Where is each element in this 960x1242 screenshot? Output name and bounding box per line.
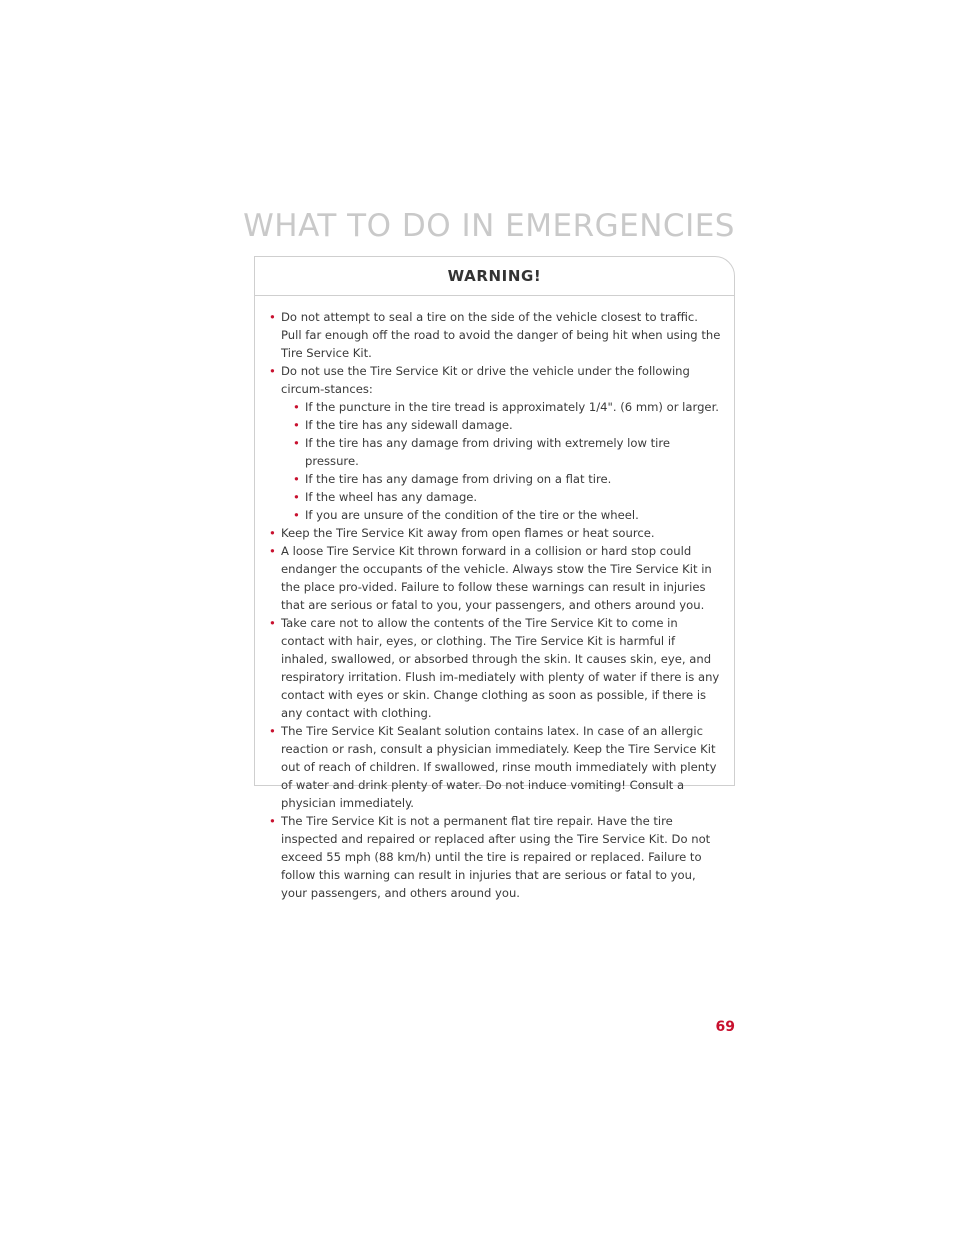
warning-sub-item xyxy=(293,434,722,470)
warning-sub-list xyxy=(281,398,722,524)
warning-header xyxy=(255,257,734,296)
warning-item-text: The Tire Service Kit Sealant solution contains latex. In case of an allergic reaction or rash, consult a physician immediately. Keep the Tire Service Kit out of reach of children. If swallowed, rinse mouth immediately with plenty of water and drink plenty of water. Do not induce vomiting! Consult a physician immediately. xyxy=(281,724,717,810)
warning-item-text: The Tire Service Kit is not a permanent flat tire repair. Have the tire inspected and repaired or replaced after using the Tire Service Kit. Do not exceed 55 mph (88 km/h) until the tire is repaired or replaced. Failure to follow this warning can result in injuries that are serious or fatal to you, your passengers, and others around you. xyxy=(281,814,711,900)
warning-item xyxy=(269,542,722,614)
bullet-icon: • xyxy=(269,544,276,558)
bullet-icon: • xyxy=(269,724,276,738)
warning-sub-item xyxy=(293,470,722,488)
warning-box xyxy=(254,256,735,900)
bullet-icon: • xyxy=(293,418,300,432)
warning-item xyxy=(269,812,722,902)
warning-item xyxy=(269,362,722,524)
warning-sub-item-text: If the wheel has any damage. xyxy=(305,490,478,504)
warning-sub-item xyxy=(293,488,722,506)
bullet-icon: • xyxy=(269,616,276,630)
warning-sub-item-text: If the puncture in the tire tread is approximately 1/4". (6 mm) or larger. xyxy=(305,400,719,414)
warning-item-text: Do not use the Tire Service Kit or drive the vehicle under the following circum-stances: xyxy=(281,364,690,396)
warning-item-text: A loose Tire Service Kit thrown forward in a collision or hard stop could endanger the occupants of the vehicle. Always stow the Tire Service Kit in the place pro-vided. Failure to follow these warnings can result in injuries that are serious or fatal to you, your passengers, and others around you. xyxy=(281,544,712,612)
bullet-icon: • xyxy=(269,310,276,324)
warning-sub-item-text: If the tire has any sidewall damage. xyxy=(305,418,513,432)
bullet-icon: • xyxy=(269,526,276,540)
bullet-icon: • xyxy=(293,436,300,450)
warning-item xyxy=(269,614,722,722)
bullet-icon: • xyxy=(293,472,300,486)
warning-item xyxy=(269,524,722,542)
bullet-icon: • xyxy=(269,364,276,378)
warning-title: WARNING! xyxy=(447,267,542,285)
warning-item xyxy=(269,722,722,812)
warning-item-text: Do not attempt to seal a tire on the side of the vehicle closest to traffic. Pull far enough off the road to avoid the danger of being hit when using the Tire Service Kit. xyxy=(281,310,721,360)
bullet-icon: • xyxy=(293,490,300,504)
warning-sub-item-text: If you are unsure of the condition of the tire or the wheel. xyxy=(305,508,639,522)
bullet-icon: • xyxy=(293,508,300,522)
warning-sub-item-text: If the tire has any damage from driving with extremely low tire pressure. xyxy=(305,436,671,468)
section-title: WHAT TO DO IN EMERGENCIES xyxy=(243,208,735,244)
bullet-icon: • xyxy=(293,400,300,414)
warning-item xyxy=(269,308,722,362)
warning-item-text: Take care not to allow the contents of the Tire Service Kit to come in contact with hair, eyes, or clothing. The Tire Service Kit is harmful if inhaled, swallowed, or absorbed through the skin. It causes skin, eye, and respiratory irritation. Flush im-mediately with plenty of water if there is any contact with eyes or skin. Change clothing as soon as possible, if there is any contact with clothing. xyxy=(281,616,720,720)
warning-sub-item xyxy=(293,506,722,524)
warning-sub-item xyxy=(293,416,722,434)
warning-sub-item xyxy=(293,398,722,416)
page-number: 69 xyxy=(715,1019,735,1035)
bullet-icon: • xyxy=(269,814,276,828)
warning-list xyxy=(255,296,734,902)
warning-sub-item-text: If the tire has any damage from driving on a flat tire. xyxy=(305,472,612,486)
warning-item-text: Keep the Tire Service Kit away from open flames or heat source. xyxy=(281,526,655,540)
